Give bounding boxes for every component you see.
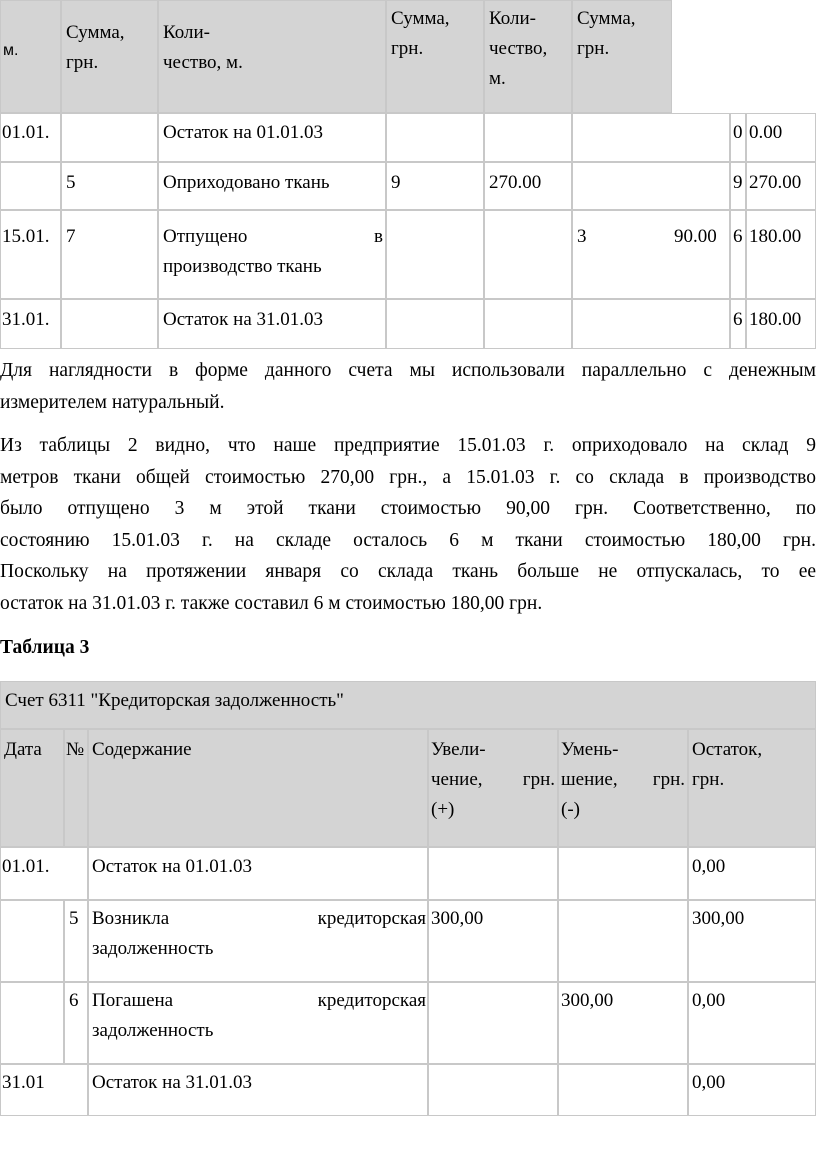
t3-r4-content: Остаток на 31.01.03 bbox=[92, 1072, 253, 1093]
t3-r3-decrease: 300,00 bbox=[561, 990, 614, 1011]
t2-r4-content: Остаток на 31.01.03 bbox=[163, 309, 324, 330]
t3-header-num: № bbox=[66, 739, 85, 760]
t3-r1-balance: 0,00 bbox=[692, 856, 726, 877]
paragraph-2-line-6: остаток на 31.01.03 г. также составил 6 м стоимостью 180,00 грн. bbox=[0, 592, 543, 614]
t3-header-decrease-line-1: Умень- bbox=[561, 739, 619, 760]
t3-header-decrease-line-2: шение, грн. bbox=[561, 769, 685, 790]
t3-r4-date: 31.01 bbox=[2, 1072, 45, 1093]
t3-title: Счет 6311 "Кредиторская задолженность" bbox=[5, 690, 344, 711]
t2-header-qty-2-line-2: чество, bbox=[489, 38, 548, 59]
t3-header-decrease-line-3: (-) bbox=[561, 799, 580, 820]
t2-r3-out-qty: 3 bbox=[577, 226, 587, 247]
paragraph-2-line-3: было отпущено 3 м этой ткани стоимостью 90,00 грн. Соответственно, по bbox=[0, 498, 816, 519]
t2-r2-content: Оприходовано ткань bbox=[163, 172, 330, 193]
t3-header-balance-line-2: грн. bbox=[692, 769, 725, 790]
t2-header-qty-1-line-2: чество, м. bbox=[163, 52, 243, 73]
t2-r2-in-qty: 9 bbox=[391, 172, 401, 193]
table-3-heading: Таблица 3 bbox=[0, 637, 90, 658]
t2-header-sum-3-line-1: Сумма, bbox=[577, 8, 636, 29]
t2-r1-content: Остаток на 01.01.03 bbox=[163, 122, 324, 143]
paragraph-2-line-1: Из таблицы 2 видно, что наше предприятие 15.01.03 г. оприходовало на склад 9 bbox=[0, 435, 816, 456]
t3-r3-content-line-1: Погашена кредиторская bbox=[92, 990, 426, 1011]
t2-header-unit: м. bbox=[3, 42, 19, 59]
t3-r3-content-line-2: задолженность bbox=[92, 1020, 214, 1041]
t3-r3-num: 6 bbox=[69, 990, 79, 1011]
t2-r1-date: 01.01. bbox=[2, 122, 50, 143]
paragraph-2-line-2: метров ткани общей стоимостью 270,00 грн., а 15.01.03 г. со склада в производство bbox=[0, 466, 816, 488]
t3-r2-increase: 300,00 bbox=[431, 908, 484, 929]
t2-header-sum-2-line-1: Сумма, bbox=[391, 8, 450, 29]
t2-header-qty-2-line-3: м. bbox=[489, 68, 506, 89]
paragraph-2-line-5: Поскольку на протяжении января со склада ткань больше не отпускалась, то ее bbox=[0, 561, 816, 582]
t2-r2-in-sum: 270.00 bbox=[489, 172, 542, 193]
t3-header-date: Дата bbox=[4, 739, 42, 760]
t2-r1-bal-sum: 0.00 bbox=[749, 122, 783, 143]
t3-header-increase-line-2: чение, грн. bbox=[431, 769, 555, 790]
t2-r3-num: 7 bbox=[66, 226, 76, 247]
t2-header-qty-2-line-1: Коли- bbox=[489, 8, 536, 29]
t3-header-content: Содержание bbox=[92, 739, 192, 760]
t2-r3-date: 15.01. bbox=[2, 226, 50, 247]
t3-header-increase-line-1: Увели- bbox=[431, 739, 486, 760]
t2-header-sum-1-line-2: грн. bbox=[66, 52, 99, 73]
t2-header-sum-1-line-1: Сумма, bbox=[66, 22, 125, 43]
t2-r2-bal-qty: 9 bbox=[733, 172, 743, 193]
t2-r2-num: 5 bbox=[66, 172, 76, 193]
t2-r2-bal-sum: 270.00 bbox=[749, 172, 802, 193]
t2-r3-bal-sum: 180.00 bbox=[749, 226, 802, 247]
t2-r4-bal-qty: 6 bbox=[733, 309, 743, 330]
t3-r1-content: Остаток на 01.01.03 bbox=[92, 856, 253, 877]
t3-r2-content-line-1: Возникла кредиторская bbox=[92, 908, 426, 929]
t2-r4-date: 31.01. bbox=[2, 309, 50, 330]
t2-header-sum-2-line-2: грн. bbox=[391, 38, 424, 59]
t3-r3-balance: 0,00 bbox=[692, 990, 726, 1011]
t3-r2-num: 5 bbox=[69, 908, 79, 929]
paragraph-1-line-2: измерителем натуральный. bbox=[0, 391, 225, 413]
t2-header-qty-1-line-1: Коли- bbox=[163, 22, 210, 43]
t2-r4-bal-sum: 180.00 bbox=[749, 309, 802, 330]
t3-r2-content-line-2: задолженность bbox=[92, 938, 214, 959]
t2-r3-content-line-2: производство ткань bbox=[163, 256, 322, 277]
t3-r2-balance: 300,00 bbox=[692, 908, 745, 929]
t2-header-sum-3-line-2: грн. bbox=[577, 38, 610, 59]
paragraph-1 bbox=[0, 355, 816, 418]
paragraph-2-line-4: состоянию 15.01.03 г. на складе осталось 6 м ткани стоимостью 180,00 грн. bbox=[0, 529, 816, 551]
t2-r3-bal-qty: 6 bbox=[733, 226, 743, 247]
t3-r1-date: 01.01. bbox=[2, 856, 50, 877]
paragraph-1-line-1: Для наглядности в форме данного счета мы использовали параллельно с денежным bbox=[0, 360, 816, 381]
t2-r3-content-line-1: Отпущено в bbox=[163, 226, 383, 247]
t2-r3-out-sum: 90.00 bbox=[674, 226, 717, 247]
table-row bbox=[0, 162, 61, 210]
t3-header-balance-line-1: Остаток, bbox=[692, 739, 763, 760]
t3-r4-balance: 0,00 bbox=[692, 1072, 726, 1093]
paragraph-2 bbox=[0, 430, 816, 619]
t2-r1-bal-qty: 0 bbox=[733, 122, 743, 143]
t3-header-increase-line-3: (+) bbox=[431, 799, 455, 820]
